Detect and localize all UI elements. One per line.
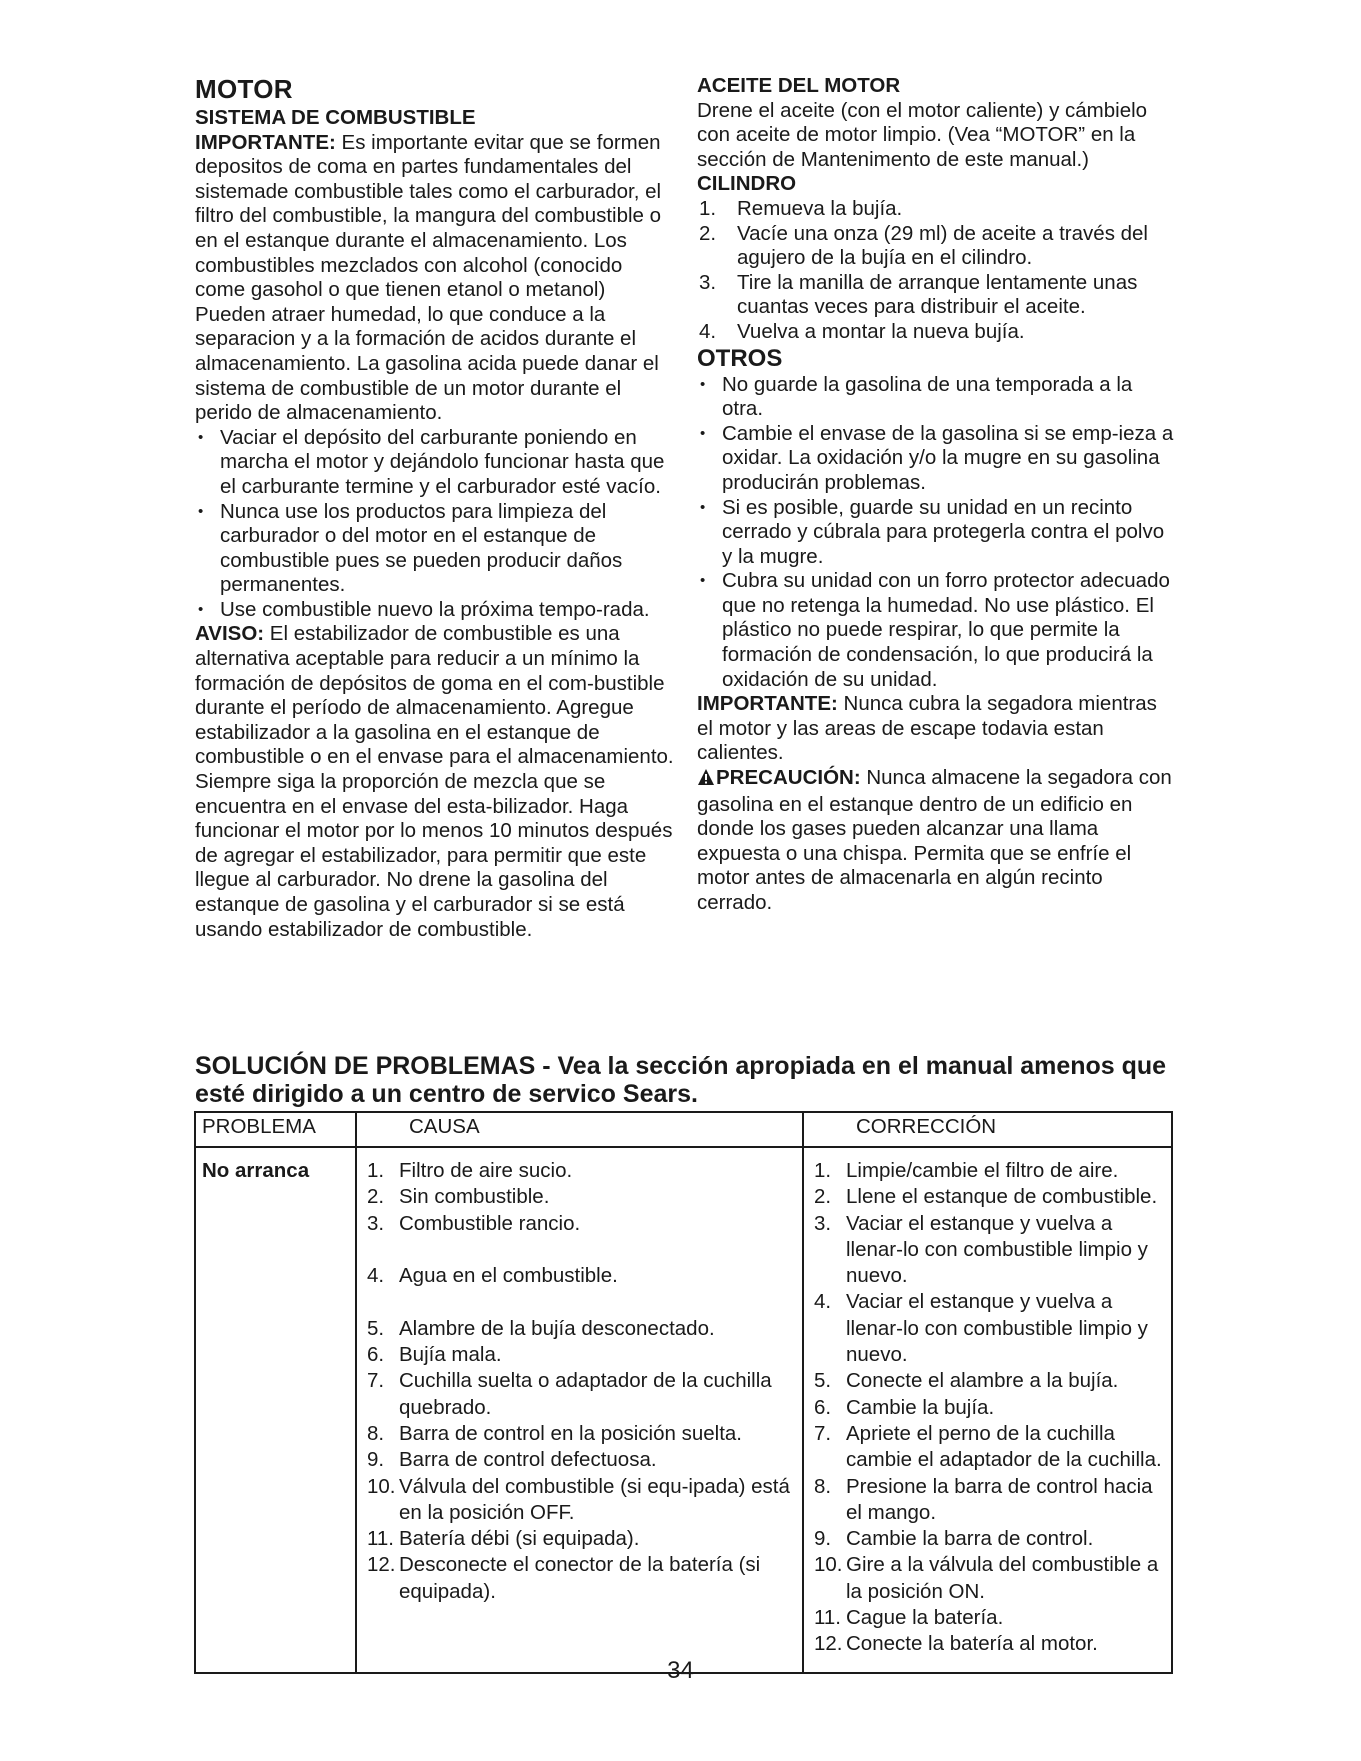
item-text: Agua en el combustible. <box>399 1264 618 1288</box>
cause-item <box>363 1316 796 1342</box>
item-text: Conecte el alambre a la bujía. <box>846 1369 1119 1393</box>
item-text: Cambie la bujía. <box>846 1395 995 1419</box>
item-text: Barra de control defectuosa. <box>399 1448 657 1472</box>
cause-item <box>363 1263 796 1289</box>
cause-item <box>363 1211 796 1237</box>
list-item: • Vaciar el depósito del carburante poniendo en marcha el motor y dejándolo funcionar hasta que el carburante termine y el carburador esté vacío. <box>195 426 675 500</box>
troubleshooting-table <box>194 1111 1173 1674</box>
important-text: Es importante evitar que se formen depositos de coma en partes fundamentales del sistemade combustible tales como el carburador, el filtro del combustible, la mangura del combustible o en el estanque durante el almacenamiento. Los combustibles mezclados con alcohol (conocido come gasohol o que tienen etanol o metanol) Pueden atraer humedad, lo que conduce a la separacion y a la formación de acidos durante el almacenamiento. La gasolina acida puede danar el sistema de combustible de un motor durante el perido de almacenamiento. <box>195 130 662 425</box>
correction-item <box>810 1184 1165 1210</box>
item-number: 9. <box>814 1527 832 1551</box>
item-text: Gire a la válvula del combustible a la posición ON. <box>846 1553 1159 1603</box>
item-text: Vaciar el estanque y vuelva a llenar-lo con combustible limpio y nuevo. <box>846 1211 1148 1288</box>
item-text: Alambre de la bujía desconectado. <box>399 1316 715 1340</box>
item-number: 3. <box>814 1211 832 1235</box>
correction-item <box>810 1289 1165 1368</box>
subsection-title-engine-oil: ACEITE DEL MOTOR <box>697 74 901 97</box>
item-number: 6. <box>367 1343 385 1367</box>
important-label: IMPORTANTE: <box>195 130 336 154</box>
correction-item <box>810 1368 1165 1394</box>
correction-item <box>810 1526 1165 1552</box>
list-item: • Nunca use los productos para limpieza del carburador o del motor en el estanque de combustible pues se pueden producir daños permanentes. <box>195 500 675 598</box>
list-item: • Si es posible, guarde su unidad en un recinto cerrado y cúbrala para protegerla contra el polvo y la mugre. <box>697 496 1175 570</box>
list-item: 3. Tire la manilla de arranque lentamente unas cuantas veces para distribuir el aceite. <box>699 270 1138 319</box>
item-number: 8. <box>814 1474 832 1498</box>
correction-item <box>810 1605 1165 1631</box>
column-header-problem: PROBLEMA <box>195 1112 356 1147</box>
list-item: 4. Vuelva a montar la nueva bujía. <box>699 319 1025 343</box>
item-number: 2. <box>814 1185 832 1209</box>
item-text: Bujía mala. <box>399 1343 502 1367</box>
item-text: Presione la barra de control hacia el mango. <box>846 1474 1153 1524</box>
aviso-text: El estabilizador de combustible es una alternativa aceptable para reducir a un mínimo la formación de depósitos de goma en el com-bustible durante el período de almacenamiento. Agregue estabilizador a la gasolina en el estanque de combustible o en el envase para el almacenamiento. Siempre siga la proporción de mezcla que se encuentra en el envase del esta-bilizador. Haga funcionar el motor por lo menos 10 minutos después de agregar el estabilizador, para permitir que este llegue al carburador. No drene la gasolina del estanque de gasolina y el carburador si se está usando estabilizador de combustible. <box>195 622 674 941</box>
important-label: IMPORTANTE: <box>697 692 838 716</box>
subsection-title-fuel-system: SISTEMA DE COMBUSTIBLE <box>195 106 476 129</box>
important-text: Nunca cubra la segadora mientras el motor y las areas de escape todavia estan calientes. <box>697 692 1157 765</box>
left-column <box>195 74 675 942</box>
list-item: 1. Remueva la bujía. <box>699 196 903 220</box>
correction-item <box>810 1474 1165 1527</box>
item-text: Vaciar el estanque y vuelva a llenar-lo con combustible limpio y nuevo. <box>846 1290 1148 1367</box>
item-number: 5. <box>814 1369 832 1393</box>
cause-item <box>363 1421 796 1447</box>
subsection-title-cylinder: CILINDRO <box>697 172 797 196</box>
cause-item <box>363 1447 796 1473</box>
corrections-list <box>810 1158 1165 1658</box>
correction-item <box>810 1421 1165 1474</box>
item-number: 1. <box>367 1159 385 1182</box>
cause-item <box>363 1552 796 1605</box>
cause-item <box>363 1526 796 1552</box>
item-text: Combustible rancio. <box>399 1211 581 1235</box>
page-number: 34 <box>667 1657 694 1684</box>
table-row <box>195 1147 1172 1673</box>
cause-item <box>363 1289 796 1315</box>
engine-oil-paragraph: Drene el aceite (con el motor caliente) y cámbielo con aceite de motor limpio. (Vea “MOTOR” en la sección de Mantenimento de este manual.) <box>697 98 1148 171</box>
item-number: 7. <box>367 1369 385 1393</box>
item-number: 1. <box>814 1159 832 1182</box>
caution-paragraph <box>697 766 1175 916</box>
correction-item <box>810 1631 1165 1657</box>
cause-item <box>363 1342 796 1368</box>
cause-item <box>363 1184 796 1210</box>
caution-label: PRECAUCIÓN: <box>716 766 861 790</box>
problem-cell <box>195 1147 356 1673</box>
important-paragraph <box>195 131 675 426</box>
problem-label: No arranca <box>202 1159 310 1182</box>
list-item: • Use combustible nuevo la próxima tempo-rada. <box>195 598 675 623</box>
item-number: 12. <box>367 1553 396 1577</box>
item-number: 7. <box>814 1421 832 1445</box>
subsection-title-others: OTROS <box>697 344 783 372</box>
item-number: 4. <box>814 1290 832 1314</box>
cause-item <box>363 1368 796 1421</box>
item-text: Filtro de aire sucio. <box>399 1159 573 1182</box>
item-number: 6. <box>814 1395 832 1419</box>
item-number: 9. <box>367 1448 385 1472</box>
column-header-correction: CORRECCIÓN <box>803 1112 1172 1147</box>
item-number: 11. <box>814 1606 841 1630</box>
item-text: Sin combustible. <box>399 1185 550 1209</box>
cylinder-steps-list <box>697 197 1175 345</box>
causes-list <box>363 1158 796 1605</box>
warning-triangle-icon <box>697 768 715 793</box>
item-text: Batería débi (si equipada). <box>399 1527 640 1551</box>
table-header-row <box>195 1112 1172 1147</box>
cause-item <box>363 1474 796 1527</box>
list-item: • Cambie el envase de la gasolina si se emp-ieza a oxidar. La oxidación y/o la mugre en su gasolina producirán problemas. <box>697 422 1175 496</box>
cause-cell <box>356 1147 803 1673</box>
item-text: Apriete el perno de la cuchilla cambie el adaptador de la cuchilla. <box>846 1421 1162 1472</box>
list-item: • No guarde la gasolina de una temporada a la otra. <box>697 373 1175 422</box>
cause-item <box>363 1158 796 1184</box>
section-title-motor: MOTOR <box>195 74 293 104</box>
item-number: 10. <box>367 1474 396 1498</box>
item-number: 5. <box>367 1316 385 1340</box>
item-text: Cuchilla suelta o adaptador de la cuchilla quebrado. <box>399 1369 772 1419</box>
correction-item <box>810 1552 1165 1605</box>
item-number: 11. <box>367 1527 394 1551</box>
column-header-cause: CAUSA <box>356 1112 803 1147</box>
item-text: Limpie/cambie el filtro de aire. <box>846 1159 1119 1182</box>
item-number: 10. <box>814 1553 843 1577</box>
item-text: Cague la batería. <box>846 1606 1004 1630</box>
fuel-bullet-list <box>195 426 675 623</box>
important-cover-paragraph <box>697 692 1175 766</box>
item-number: 2. <box>367 1185 385 1209</box>
aviso-label: AVISO: <box>195 622 265 646</box>
list-item: 2. Vacíe una onza (29 ml) de aceite a través del agujero de la bujía en el cilindro. <box>699 221 1148 270</box>
right-column <box>697 74 1175 916</box>
troubleshooting-title: SOLUCIÓN DE PROBLEMAS - Vea la sección apropiada en el manual amenos que esté dirigido a un centro de servico Sears. <box>195 1052 1167 1108</box>
correction-item <box>810 1395 1165 1421</box>
item-number: 4. <box>367 1264 385 1288</box>
correction-cell <box>803 1147 1172 1673</box>
others-bullet-list <box>697 373 1175 693</box>
correction-item <box>810 1158 1165 1184</box>
aviso-paragraph <box>195 622 675 942</box>
item-text: Conecte la batería al motor. <box>846 1632 1098 1656</box>
correction-item <box>810 1211 1165 1290</box>
item-number: 3. <box>367 1211 385 1235</box>
item-text: Cambie la barra de control. <box>846 1527 1094 1551</box>
item-text: Barra de control en la posición suelta. <box>399 1421 743 1445</box>
item-number: 12. <box>814 1632 843 1656</box>
item-text: Desconecte el conector de la batería (si equipada). <box>399 1553 761 1603</box>
list-item: • Cubra su unidad con un forro protector adecuado que no retenga la humedad. No use plástico. El plástico no puede respirar, lo que permite la formación de condensación, lo que producirá la oxidación de su unidad. <box>697 569 1175 692</box>
item-text: Válvula del combustible (si equ-ipada) está en la posición OFF. <box>399 1474 790 1524</box>
caution-text: Nunca almacene la segadora con gasolina en el estanque dentro de un edificio en donde los gases pueden alcanzar una llama expuesta o una chispa. Permita que se enfríe el motor antes de almacenarla en algún recinto cerrado. <box>697 766 1172 914</box>
cause-item <box>363 1237 796 1263</box>
item-number: 8. <box>367 1421 385 1445</box>
item-text: Llene el estanque de combustible. <box>846 1185 1158 1209</box>
